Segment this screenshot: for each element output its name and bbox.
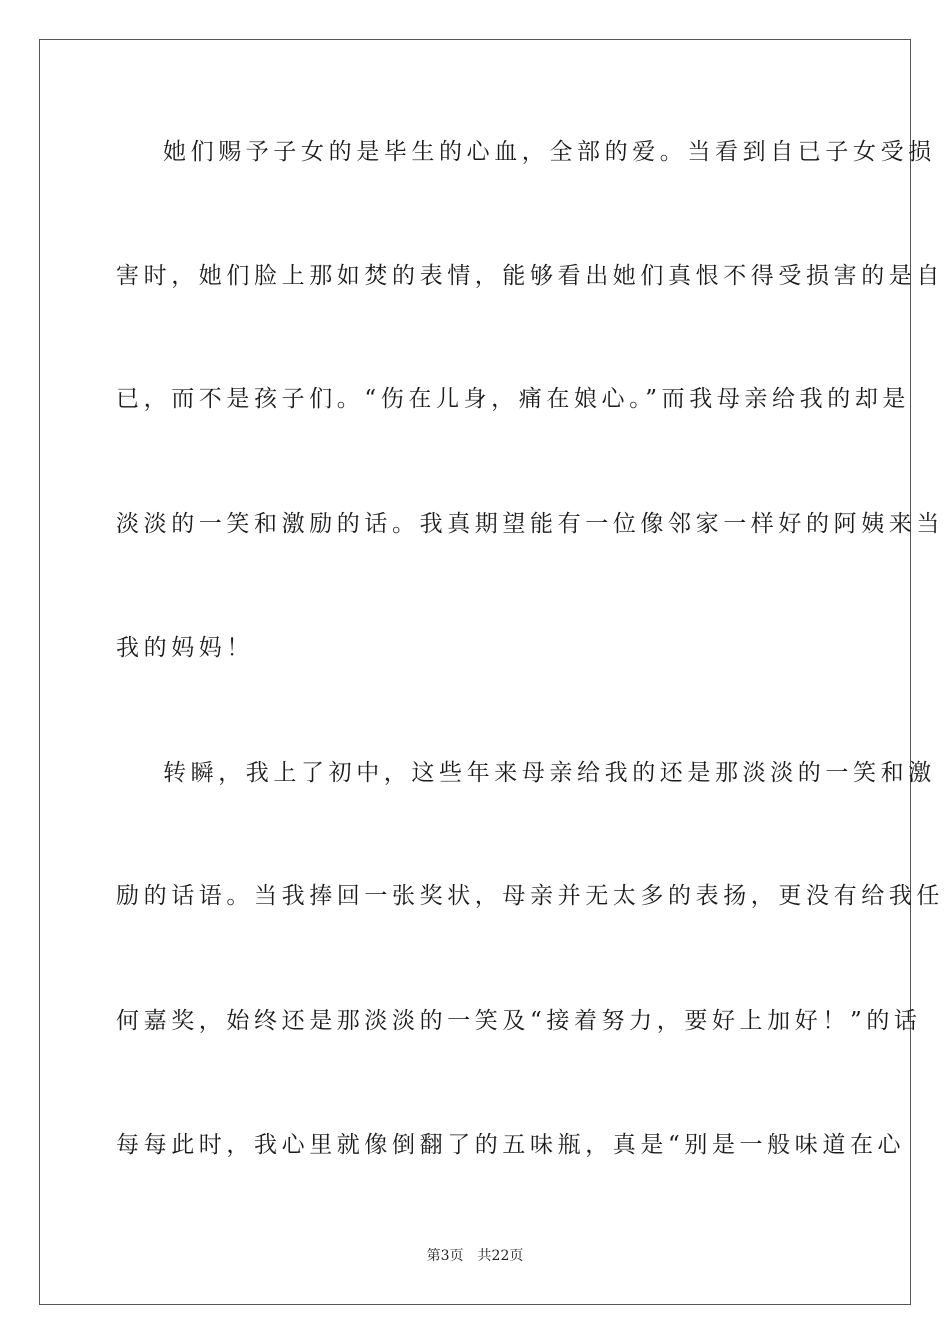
text-line: 我的妈妈！	[116, 635, 254, 661]
text-line: 她们赐予子女的是毕生的心血，全部的爱。当看到自已子女受损	[163, 139, 936, 165]
text-line: 淡淡的一笑和激励的话。我真期望能有一位像邻家一样好的阿姨来当	[116, 511, 944, 537]
text-line: 每每此时，我心里就像倒翻了的五味瓶，真是“别是一般味道在心	[116, 1132, 906, 1158]
page-footer	[0, 1247, 950, 1265]
text-line: 励的话语。当我捧回一张奖状，母亲并无太多的表扬，更没有给我任	[116, 883, 944, 909]
page-frame	[39, 39, 944, 1305]
page-total: 共22页	[477, 1248, 524, 1264]
text-line: 何嘉奖，始终还是那淡淡的一笑及“接着努力，要好上加好！”的话	[116, 1008, 922, 1034]
page-number: 第3页	[426, 1248, 464, 1264]
text-line: 转瞬，我上了初中，这些年来母亲给我的还是那淡淡的一笑和激	[163, 760, 936, 786]
text-line: 已，而不是孩子们。“伤在儿身，痛在娘心。”而我母亲给我的却是	[116, 386, 911, 412]
text-line: 害时，她们脸上那如焚的表情，能够看出她们真恨不得受损害的是自	[116, 263, 944, 289]
